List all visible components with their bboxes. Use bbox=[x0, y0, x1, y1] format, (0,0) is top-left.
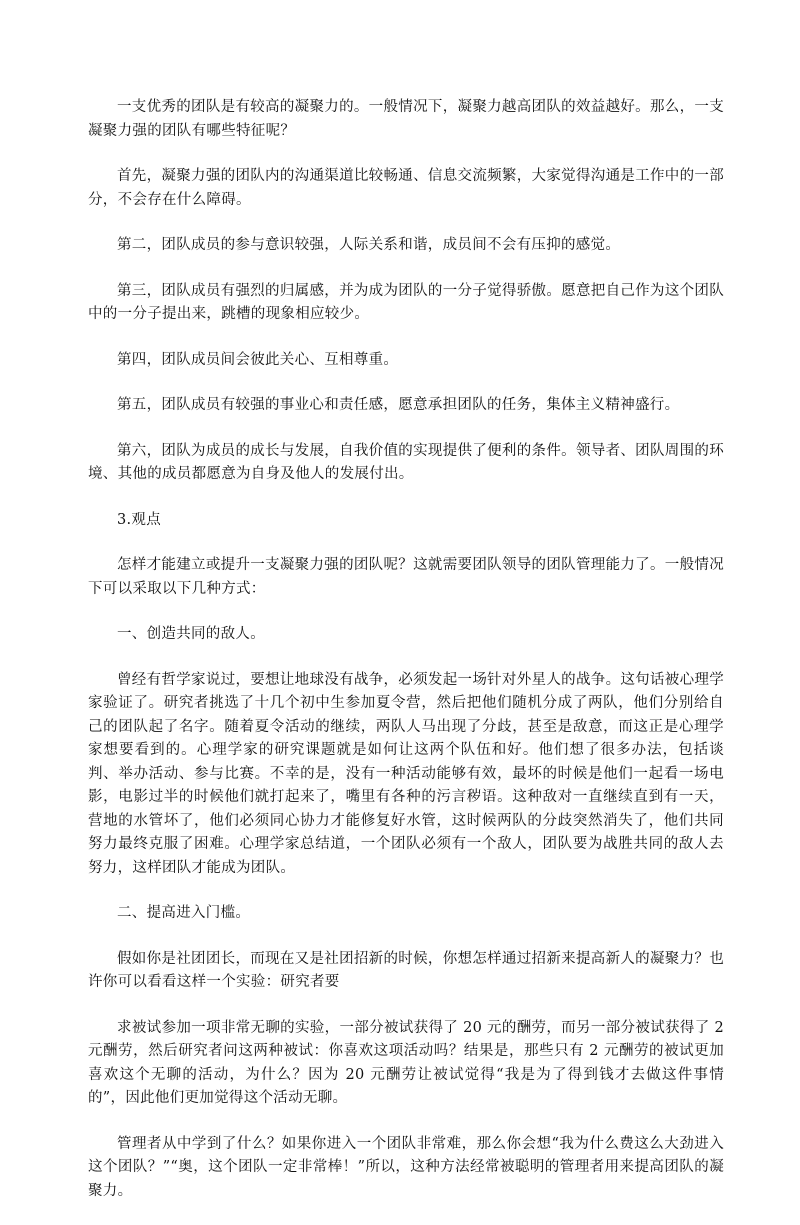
subheading-raise-threshold: 二、提高进入门槛。 bbox=[117, 905, 251, 921]
paragraph-cohesion-intro: 一支优秀的团队是有较高的凝聚力的。一般情况下，凝聚力越高团队的效益越好。那么，一支凝聚力强的团队有哪些特征呢？ bbox=[88, 99, 724, 139]
paragraph-fifth-responsibility: 第五，团队成员有较强的事业心和责任感，愿意承担团队的任务，集体主义精神盛行。 bbox=[117, 397, 680, 413]
paragraph-reward-experiment: 求被试参加一项非常无聊的实验，一部分被试获得了 20 元的酬劳，而另一部分被试获得了 2 元酬劳，然后研究者问这两种被试：你喜欢这项活动吗？结果是，那些只有 2 元酬劳的被试更加喜欢这个无聊的活动，为什么？因为 20 元酬劳让被试觉得“我是为了得到钱才去做这件事情的”，因此他们更加觉得这个活动无聊。 bbox=[88, 1019, 724, 1106]
paragraph-sixth-development: 第六，团队为成员的成长与发展，自我价值的实现提供了便利的条件。领导者、团队周围的环境、其他的成员都愿意为自身及他人的发展付出。 bbox=[88, 442, 724, 482]
section-heading-viewpoint: 3.观点 bbox=[117, 511, 162, 528]
paragraph-summer-camp-experiment: 曾经有哲学家说过，要想让地球没有战争，必须发起一场针对外星人的战争。这句话被心理学家验证了。研究者挑选了十几个初中生参加夏令营，然后把他们随机分成了两队，他们分别给自己的团队起了名字。随着夏令活动的继续，两队人马出现了分歧，甚至是敌意，而这正是心理学家想要看到的。心理学家的研究课题就是如何让这两个队伍和好。他们想了很多办法，包括谈判、举办活动、参与比赛。不幸的是，没有一种活动能够有效，最坏的时候是他们一起看一场电影，电影过半的时候他们就打起来了，嘴里有各种的污言秽语。这种敌对一直继续直到有一天，营地的水管坏了，他们必须同心协力才能修复好水管，这时候两队的分歧突然消失了，他们共同努力最终克服了困难。心理学家总结道，一个团队必须有一个敌人，团队要为战胜共同的敌人去努力，这样团队才能成为团队。 bbox=[88, 671, 724, 876]
paragraph-club-recruitment: 假如你是社团团长，而现在又是社团招新的时候，你想怎样通过招新来提高新人的凝聚力？也许你可以看看这样一个实验：研究者要 bbox=[88, 950, 724, 990]
paragraph-second-participation: 第二，团队成员的参与意识较强，人际关系和谐，成员间不会有压抑的感觉。 bbox=[117, 237, 621, 253]
paragraph-third-belonging: 第三，团队成员有强烈的归属感，并为成为团队的一分子觉得骄傲。愿意把自己作为这个团队中的一分子提出来，跳槽的现象相应较少。 bbox=[88, 282, 724, 322]
paragraph-how-to-build: 怎样才能建立或提升一支凝聚力强的团队呢？这就需要团队领导的团队管理能力了。一般情况下可以采取以下几种方式： bbox=[88, 557, 724, 597]
document-body bbox=[88, 96, 724, 1225]
subheading-common-enemy: 一、创造共同的敌人。 bbox=[117, 626, 265, 642]
paragraph-fourth-respect: 第四，团队成员间会彼此关心、互相尊重。 bbox=[117, 351, 399, 368]
paragraph-first-communication: 首先，凝聚力强的团队内的沟通渠道比较畅通、信息交流频繁，大家觉得沟通是工作中的一部分，不会存在什么障碍。 bbox=[88, 168, 724, 208]
paragraph-manager-lesson: 管理者从中学到了什么？如果你进入一个团队非常难，那么你会想“我为什么费这么大劲进入这个团队？”“奥，这个团队一定非常棒！”所以，这种方法经常被聪明的管理者用来提高团队的凝聚力。 bbox=[88, 1135, 724, 1199]
